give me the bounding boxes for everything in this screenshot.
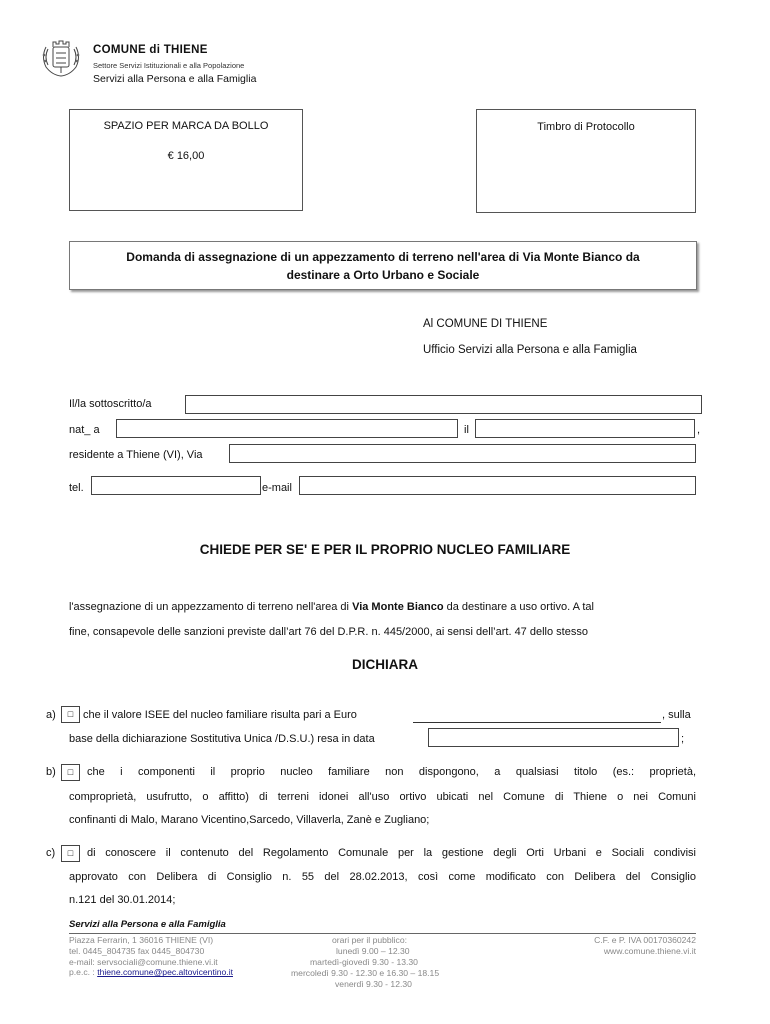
item-b-line2: comproprietà, usufrutto, o affitto) di terreni idonei all'uso ortivo ubicati nel Comune di Thiene o nei Comuni (69, 791, 696, 803)
isee-field[interactable] (413, 704, 661, 723)
footer-divider (69, 933, 696, 934)
municipal-crest-icon (38, 33, 84, 79)
tel-value (92, 481, 95, 493)
bollo-box (69, 109, 303, 211)
intro-line1 (69, 601, 696, 613)
footer-phone: tel. 0445_804735 fax 0445_804730 (69, 945, 205, 956)
tel-label: tel. (69, 482, 84, 494)
item-b-line1: che i componenti il proprio nucleo familiare non dispongono, a qualsiasi titolo (es.: proprietà, (87, 766, 696, 778)
chiede-heading: CHIEDE PER SE' E PER IL PROPRIO NUCLEO FAMILIARE (199, 542, 571, 557)
item-a-line1-pre: che il valore ISEE del nucleo familiare risulta pari a Euro (83, 709, 357, 721)
form-title (69, 241, 697, 290)
footer-hours3: mercoledì 9.30 - 12.30 e 16.30 – 18.15 (291, 968, 440, 978)
email-label: e-mail (262, 482, 292, 494)
footer-title: Servizi alla Persona e alla Famiglia (69, 919, 226, 930)
footer-hours4: venerdì 9.30 - 12.30 (335, 979, 412, 989)
residente-label: residente a Thiene (VI), Via (69, 449, 203, 461)
footer-email: e-mail: servsociali@comune.thiene.vi.it (69, 956, 218, 967)
nato-field[interactable] (116, 419, 458, 438)
item-b-line3: confinanti di Malo, Marano Vicentino,Sarcedo, Villaverla, Zanè e Zugliano; (69, 814, 430, 826)
il-label: il (464, 424, 469, 436)
item-a-line1-post: , sulla (662, 709, 691, 721)
nato-label: nat_ a (69, 424, 100, 436)
header-department: Servizi alla Persona e alla Famiglia (93, 73, 257, 85)
via-field[interactable] (229, 444, 696, 463)
comma-label: , (697, 424, 701, 436)
dsu-date-value (429, 733, 432, 745)
item-a-checkbox[interactable] (61, 706, 80, 723)
footer-address: Piazza Ferrarin, 1 36016 THIENE (VI) (69, 935, 214, 945)
footer-website[interactable]: www.comune.thiene.vi.it (603, 945, 696, 956)
il-value (476, 424, 479, 436)
email-field[interactable] (299, 476, 696, 495)
bollo-amount: € 16,00 (167, 150, 205, 162)
footer-pec-link[interactable]: thiene.comune@pec.altovicentino.it (97, 967, 233, 978)
footer-pec-line (69, 967, 233, 978)
checkbox-glyph: □ (67, 767, 74, 777)
sottoscritto-label: Il/la sottoscritto/a (69, 398, 152, 410)
tel-field[interactable] (91, 476, 261, 495)
item-a-line2-pre: base della dichiarazione Sostitutiva Unica /D.S.U.) resa in data (69, 733, 375, 745)
item-c-line2: approvato con Delibera di Consiglio n. 55 del 28.02.2013, così come modificato con Delibera del Consiglio (69, 871, 696, 883)
item-a-line2-post: ; (681, 733, 685, 745)
via-value (230, 449, 233, 461)
item-c-checkbox[interactable] (61, 845, 80, 862)
checkbox-glyph: □ (67, 709, 74, 719)
protocollo-box (476, 109, 696, 213)
item-a-letter: a) (46, 709, 56, 721)
intro-line1-post: da destinare a uso ortivo. A tal (443, 601, 594, 613)
dichiara-heading: DICHIARA (352, 657, 418, 672)
footer-pec-label: p.e.c. : (69, 967, 98, 978)
footer-hours2: martedì-giovedì 9.30 - 13.30 (310, 957, 418, 967)
header-subtitle: Settore Servizi Istituzionali e alla Popolazione (93, 61, 245, 70)
footer-vat: C.F. e P. IVA 00170360242 (594, 935, 696, 945)
footer-vat-block (540, 935, 696, 957)
recipient-line1: Al COMUNE DI THIENE (423, 318, 548, 330)
bollo-label: SPAZIO PER MARCA DA BOLLO (103, 120, 269, 132)
nato-value (117, 424, 120, 436)
intro-line2: fine, consapevole delle sanzioni previste dall’art 76 del D.P.R. n. 445/2000, ai sensi dell’art. 47 dello stesso (69, 626, 588, 638)
intro-bold-place: Via Monte Bianco (352, 601, 444, 613)
email-value (300, 481, 303, 493)
footer-hours1: lunedì 9.00 – 12.30 (336, 946, 410, 956)
item-c-line3: n.121 del 30.01.2014; (69, 894, 176, 906)
sottoscritto-field[interactable] (185, 395, 702, 414)
checkbox-glyph: □ (67, 848, 74, 858)
recipient-line2: Ufficio Servizi alla Persona e alla Famiglia (423, 344, 637, 356)
protocollo-label: Timbro di Protocollo (537, 121, 635, 133)
sottoscritto-value (186, 400, 189, 412)
date-of-birth-field[interactable] (475, 419, 695, 438)
dsu-date-field[interactable] (428, 728, 679, 747)
item-b-checkbox[interactable] (61, 764, 80, 781)
footer-hours-title: orari per il pubblico: (332, 935, 407, 945)
item-c-line1: di conoscere il contenuto del Regolamento Comunale per la gestione degli Orti Urbani e Sociali condivisi (87, 847, 696, 859)
item-b-letter: b) (46, 766, 56, 778)
intro-line1-pre: l'assegnazione di un appezzamento di terreno nell'area di (69, 601, 353, 613)
footer-contacts (69, 935, 233, 978)
form-title-line1: Domanda di assegnazione di un appezzamento di terreno nell'area di Via Monte Bianco da (126, 250, 640, 264)
item-c-letter: c) (46, 847, 56, 859)
header-title: COMUNE di THIENE (93, 44, 208, 56)
form-title-line2: destinare a Orto Urbano e Sociale (286, 268, 480, 282)
